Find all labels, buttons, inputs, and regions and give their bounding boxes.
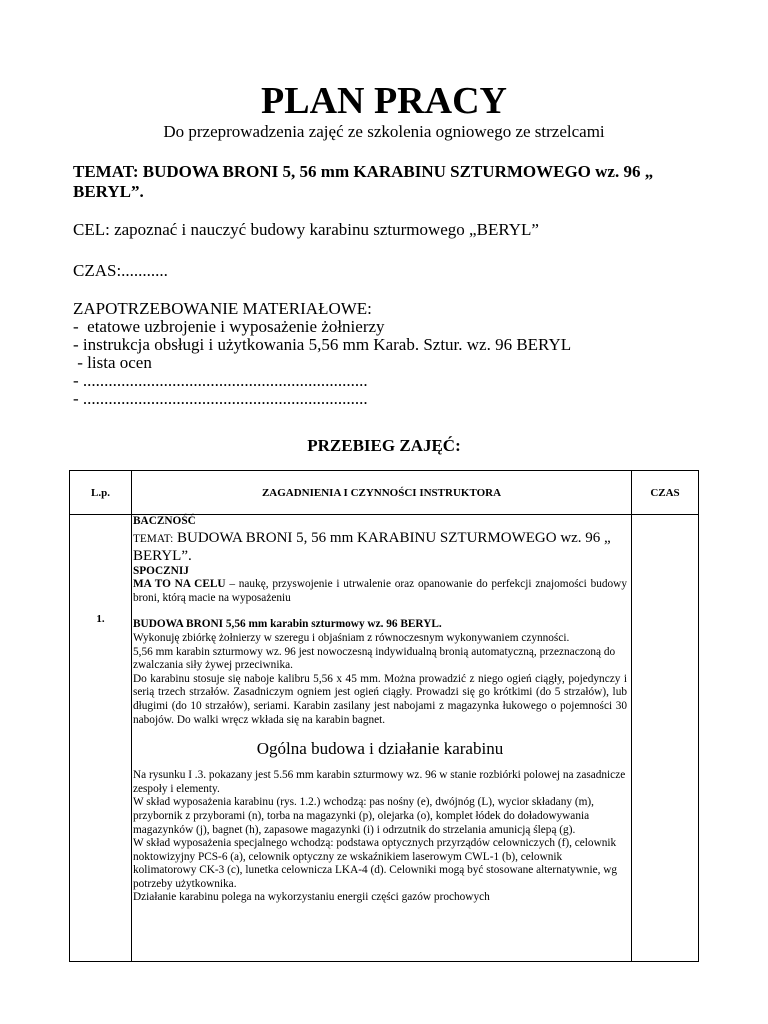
column-divider	[131, 471, 132, 961]
header-time: CZAS	[650, 486, 680, 499]
row-number: 1.	[96, 613, 105, 625]
content-topic	[133, 529, 627, 565]
materials-item: - ...................................................................	[73, 389, 368, 408]
paragraph: 5,56 mm karabin szturmowy wz. 96 jest nowoczesną indywidualną bronią automatyczną, przeznaczoną do zwalczania siły żywej przeciwnika.	[133, 645, 616, 672]
topic-label: TEMAT:	[133, 532, 174, 545]
page-title: PLAN PRACY	[261, 80, 507, 122]
row-content	[133, 515, 627, 905]
header-lp: L.p.	[91, 486, 110, 499]
page-subtitle: Do przeprowadzenia zajęć ze szkolenia ogniowego ze strzelcami	[163, 122, 605, 141]
materials-section	[73, 300, 571, 408]
topic-line: TEMAT: BUDOWA BRONI 5, 56 mm KARABINU SZTURMOWEGO wz. 96 „ BERYL”.	[73, 162, 654, 201]
paragraph: Do karabinu stosuje się naboje kalibru 5,56 x 45 mm. Można prowadzić z niego ogień ciągły, pojedynczy i serią trzech strzałów. Zasadniczym ogniem jest ogień ciągły. Prowadzi się go krótkimi (do 5 strzałów), lub długimi (do 10 strzałów), seriami. Karabin zasilany jest nabojami z magazynka łukowego o pojemności 30 nabojów. Do walki wręcz wkłada się na karabin bagnet.	[133, 672, 627, 726]
course-heading: PRZEBIEG ZAJĘĆ:	[307, 436, 461, 455]
materials-item: - instrukcja obsługi i użytkowania 5,56 mm Karab. Sztur. wz. 96 BERYL	[73, 335, 572, 354]
weapon-heading: BUDOWA BRONI 5,56 mm karabin szturmowy wz. 96 BERYL.	[133, 618, 442, 631]
materials-item: - lista ocen	[73, 353, 152, 372]
goal-line: CEL: zapoznać i nauczyć budowy karabinu szturmowego „BERYL”	[73, 220, 539, 239]
column-divider	[631, 471, 632, 961]
paragraph: W skład wyposażenia specjalnego wchodzą: podstawa optycznych przyrządów celowniczych (f), celownik noktowizyjny PCS-6 (a), celownik optyczny ze wskaźnikiem laserowym CWL-1 (b), celownik kolimatorowy CK-3 (c), lunetka celownicza LKA-4 (d). Celowniki mogą być stosowane alternatywnie, wg potrzeby użytkownika.	[133, 837, 618, 890]
purpose-text: – naukę, przyswojenie i utrwalenie oraz opanowanie do perfekcji znajomości budowy broni, którą macie na wyposażeniu	[133, 578, 627, 604]
paragraph: Działanie karabinu polega na wykorzystaniu energii części gazów prochowych	[133, 891, 490, 904]
header-topics: ZAGADNIENIA I CZYNNOŚCI INSTRUKTORA	[261, 486, 502, 499]
paragraph: Wykonuję zbiórkę żołnierzy w szeregu i objaśniam z równoczesnym wykonywaniem czynności.	[133, 631, 570, 644]
materials-item: - etatowe uzbrojenie i wyposażenie żołnierzy	[73, 317, 385, 336]
purpose-label: MA TO NA CELU	[133, 578, 226, 591]
paragraph: W skład wyposażenia karabinu (rys. 1.2.) wchodzą: pas nośny (e), dwójnóg (L), wycior składany (m), przybornik z przyborami (n), torba na magazynki (p), olejarka (o), komplet łódek do doładowywania magazynków (j), bagnet (h), zapasowe magazynki (i) i odrzutnik do strzelania amunicją ślepą (g).	[133, 796, 594, 836]
time-line: CZAS:...........	[73, 261, 168, 280]
lesson-table	[69, 470, 699, 962]
paragraph: Na rysunku I .3. pokazany jest 5.56 mm karabin szturmowy wz. 96 w stanie rozbiórki polowej na zasadnicze zespoły i elementy.	[133, 769, 626, 795]
section-heading: Ogólna budowa i działanie karabinu	[256, 739, 504, 759]
command-attention: BACZNOŚĆ	[133, 515, 196, 527]
materials-item: - ...................................................................	[73, 371, 368, 390]
command-at-ease: SPOCZNIJ	[133, 564, 189, 577]
materials-heading: ZAPOTRZEBOWANIE MATERIAŁOWE:	[73, 299, 372, 318]
purpose-paragraph	[133, 578, 627, 605]
topic-text: BUDOWA BRONI 5, 56 mm KARABINU SZTURMOWEGO wz. 96 „ BERYL”.	[133, 529, 611, 564]
